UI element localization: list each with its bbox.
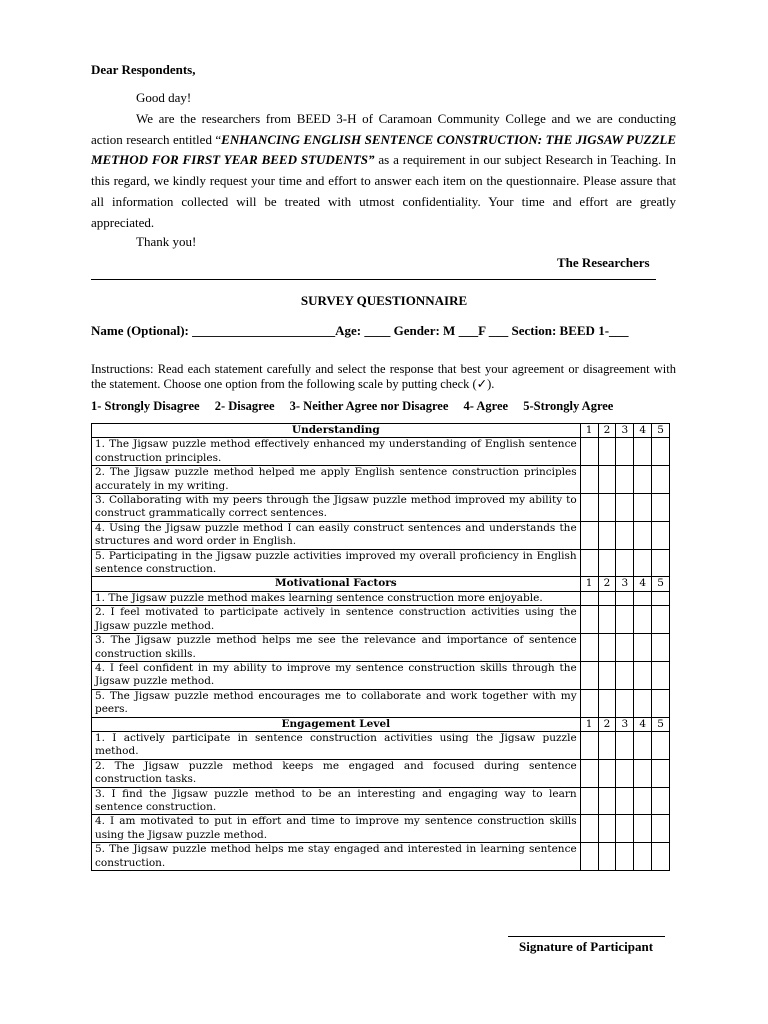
rating-checkbox-cell[interactable] (598, 634, 616, 662)
rating-checkbox-cell[interactable] (598, 661, 616, 689)
rating-column-label: 4 (634, 424, 652, 438)
rating-checkbox-cell[interactable] (652, 634, 670, 662)
research-title: ENHANCING ENGLISH SENTENCE CONSTRUCTION: THE JIGSAW PUZZLE METHOD FOR FIRST YEAR BEED STUDENTS” (91, 131, 676, 168)
statement-text: 5. The Jigsaw puzzle method helps me stay engaged and interested in learning sentence construction. (92, 843, 581, 871)
scale-item: 3- Neither Agree nor Disagree (289, 399, 449, 413)
rating-checkbox-cell[interactable] (580, 634, 598, 662)
rating-column-label: 1 (580, 717, 598, 731)
rating-column-label: 5 (652, 717, 670, 731)
rating-checkbox-cell[interactable] (598, 494, 616, 522)
survey-title: SURVEY QUESTIONNAIRE (300, 293, 468, 308)
rating-checkbox-cell[interactable] (580, 815, 598, 843)
rating-column-label: 1 (580, 424, 598, 438)
rating-checkbox-cell[interactable] (580, 689, 598, 717)
rating-column-label: 5 (652, 424, 670, 438)
instructions: Instructions: Read each statement carefully and select the response that best your agreement or disagreement with the statement. Choose one option from the following scale by putting check (✓). (91, 362, 676, 391)
statement-row (92, 661, 670, 689)
rating-checkbox-cell[interactable] (580, 549, 598, 577)
rating-column-label: 2 (598, 717, 616, 731)
rating-checkbox-cell[interactable] (598, 591, 616, 605)
statement-text: 5. The Jigsaw puzzle method encourages me to collaborate and work together with my peers. (92, 689, 581, 717)
statement-text: 1. The Jigsaw puzzle method effectively enhanced my understanding of English sentence construction principles. (92, 438, 581, 466)
section-title: Understanding (92, 424, 581, 438)
rating-checkbox-cell[interactable] (598, 549, 616, 577)
signature-line (508, 936, 665, 937)
rating-checkbox-cell[interactable] (634, 494, 652, 522)
statement-text: 2. The Jigsaw puzzle method keeps me engaged and focused during sentence construction tasks. (92, 759, 581, 787)
statement-text: 5. Participating in the Jigsaw puzzle activities improved my overall proficiency in English sentence construction. (92, 549, 581, 577)
rating-column-label: 1 (580, 577, 598, 591)
statement-row (92, 591, 670, 605)
survey-table (91, 423, 670, 871)
signoff: The Researchers (557, 255, 650, 270)
rating-checkbox-cell[interactable] (580, 494, 598, 522)
rating-checkbox-cell[interactable] (652, 815, 670, 843)
rating-checkbox-cell[interactable] (616, 549, 634, 577)
rating-column-label: 5 (652, 577, 670, 591)
rating-checkbox-cell[interactable] (634, 466, 652, 494)
rating-checkbox-cell[interactable] (598, 521, 616, 549)
statement-text: 2. I feel motivated to participate actively in sentence construction activities using the Jigsaw puzzle method. (92, 606, 581, 634)
rating-checkbox-cell[interactable] (634, 438, 652, 466)
statement-row (92, 843, 670, 871)
rating-checkbox-cell[interactable] (598, 815, 616, 843)
statement-text: 3. The Jigsaw puzzle method helps me see the relevance and importance of sentence construction skills. (92, 634, 581, 662)
signature-label: Signature of Participant (519, 939, 654, 954)
rating-checkbox-cell[interactable] (652, 494, 670, 522)
rating-checkbox-cell[interactable] (598, 466, 616, 494)
rating-checkbox-cell[interactable] (652, 438, 670, 466)
rating-checkbox-cell[interactable] (598, 759, 616, 787)
scale-item: 5-Strongly Agree (523, 399, 614, 413)
rating-checkbox-cell[interactable] (580, 466, 598, 494)
statement-text: 4. Using the Jigsaw puzzle method I can easily construct sentences and understands the structures and word order in English. (92, 521, 581, 549)
rating-checkbox-cell[interactable] (634, 787, 652, 815)
statement-text: 1. The Jigsaw puzzle method makes learning sentence construction more enjoyable. (92, 591, 581, 605)
rating-checkbox-cell[interactable] (598, 731, 616, 759)
rating-checkbox-cell[interactable] (634, 606, 652, 634)
statement-row (92, 494, 670, 522)
scale-item: 4- Agree (463, 399, 509, 413)
rating-checkbox-cell[interactable] (580, 661, 598, 689)
rating-checkbox-cell[interactable] (580, 759, 598, 787)
rating-checkbox-cell[interactable] (634, 759, 652, 787)
rating-checkbox-cell[interactable] (634, 634, 652, 662)
rating-checkbox-cell[interactable] (634, 591, 652, 605)
rating-checkbox-cell[interactable] (634, 689, 652, 717)
body-rest: as a requirement in our subject Research in Teaching. In this regard, we kindly request your time and effort to answer each item on the questionnaire. Please assure that all information collected will be treated with utmost confidentiality. Your time and effort are greatly appreciated. (91, 152, 676, 230)
statement-row (92, 438, 670, 466)
salutation: Dear Respondents, (91, 62, 196, 77)
rating-checkbox-cell[interactable] (634, 549, 652, 577)
respondent-info-line: Name (Optional): ______________________Age: ____ Gender: M ___F ___ Section: BEED 1-___ (91, 323, 629, 338)
rating-checkbox-cell[interactable] (616, 689, 634, 717)
rating-column-label: 3 (616, 424, 634, 438)
rating-column-label: 2 (598, 577, 616, 591)
statement-row (92, 731, 670, 759)
statement-row (92, 466, 670, 494)
statement-text: 4. I feel confident in my ability to improve my sentence construction skills through the Jigsaw puzzle method. (92, 661, 581, 689)
rating-checkbox-cell[interactable] (616, 815, 634, 843)
statement-row (92, 606, 670, 634)
statement-row (92, 549, 670, 577)
rating-checkbox-cell[interactable] (652, 466, 670, 494)
body-intro: We are the researchers from BEED 3-H of Caramoan Community College and we are conducting action research entitled “ (91, 110, 676, 147)
rating-column-label: 3 (616, 717, 634, 731)
section-title: Engagement Level (92, 717, 581, 731)
statement-row (92, 689, 670, 717)
rating-checkbox-cell[interactable] (634, 661, 652, 689)
rating-checkbox-cell[interactable] (616, 521, 634, 549)
rating-checkbox-cell[interactable] (634, 731, 652, 759)
rating-checkbox-cell[interactable] (580, 787, 598, 815)
rating-column-label: 3 (616, 577, 634, 591)
rating-checkbox-cell[interactable] (616, 731, 634, 759)
rating-checkbox-cell[interactable] (598, 689, 616, 717)
statement-row (92, 759, 670, 787)
rating-checkbox-cell[interactable] (616, 661, 634, 689)
rating-checkbox-cell[interactable] (616, 591, 634, 605)
divider (91, 279, 656, 280)
letter-body (91, 88, 676, 234)
rating-checkbox-cell[interactable] (598, 843, 616, 871)
statement-text: 3. Collaborating with my peers through the Jigsaw puzzle method improved my ability to construct grammatically correct sentences. (92, 494, 581, 522)
section-header-row (92, 424, 670, 438)
rating-column-label: 2 (598, 424, 616, 438)
rating-checkbox-cell[interactable] (580, 591, 598, 605)
rating-checkbox-cell[interactable] (652, 759, 670, 787)
rating-checkbox-cell[interactable] (652, 787, 670, 815)
rating-checkbox-cell[interactable] (616, 438, 634, 466)
statement-row (92, 634, 670, 662)
rating-checkbox-cell[interactable] (616, 606, 634, 634)
rating-checkbox-cell[interactable] (652, 661, 670, 689)
statement-row (92, 787, 670, 815)
rating-checkbox-cell[interactable] (616, 634, 634, 662)
rating-checkbox-cell[interactable] (580, 731, 598, 759)
statement-text: 1. I actively participate in sentence construction activities using the Jigsaw puzzle method. (92, 731, 581, 759)
statement-text: 3. I find the Jigsaw puzzle method to be an interesting and engaging way to learn sentence construction. (92, 787, 581, 815)
rating-checkbox-cell[interactable] (634, 843, 652, 871)
rating-checkbox-cell[interactable] (652, 606, 670, 634)
rating-checkbox-cell[interactable] (616, 494, 634, 522)
rating-checkbox-cell[interactable] (580, 521, 598, 549)
section-header-row (92, 577, 670, 591)
rating-scale (91, 399, 676, 414)
closing: Thank you! (136, 234, 197, 249)
rating-checkbox-cell[interactable] (616, 787, 634, 815)
rating-column-label: 4 (634, 577, 652, 591)
scale-item: 1- Strongly Disagree (91, 399, 200, 413)
scale-item: 2- Disagree (214, 399, 275, 413)
rating-checkbox-cell[interactable] (598, 438, 616, 466)
rating-checkbox-cell[interactable] (580, 438, 598, 466)
section-header-row (92, 717, 670, 731)
rating-checkbox-cell[interactable] (580, 843, 598, 871)
statement-row (92, 521, 670, 549)
section-title: Motivational Factors (92, 577, 581, 591)
rating-checkbox-cell[interactable] (652, 591, 670, 605)
rating-checkbox-cell[interactable] (616, 759, 634, 787)
rating-checkbox-cell[interactable] (598, 606, 616, 634)
greeting: Good day! (136, 90, 192, 105)
rating-checkbox-cell[interactable] (598, 787, 616, 815)
rating-checkbox-cell[interactable] (652, 689, 670, 717)
statement-row (92, 815, 670, 843)
rating-checkbox-cell[interactable] (634, 521, 652, 549)
rating-checkbox-cell[interactable] (634, 815, 652, 843)
rating-column-label: 4 (634, 717, 652, 731)
rating-checkbox-cell[interactable] (652, 521, 670, 549)
rating-checkbox-cell[interactable] (652, 549, 670, 577)
rating-checkbox-cell[interactable] (580, 606, 598, 634)
rating-checkbox-cell[interactable] (616, 843, 634, 871)
rating-checkbox-cell[interactable] (652, 843, 670, 871)
statement-text: 2. The Jigsaw puzzle method helped me apply English sentence construction principles accurately in my writing. (92, 466, 581, 494)
statement-text: 4. I am motivated to put in effort and time to improve my sentence construction skills using the Jigsaw puzzle method. (92, 815, 581, 843)
rating-checkbox-cell[interactable] (616, 466, 634, 494)
rating-checkbox-cell[interactable] (652, 731, 670, 759)
